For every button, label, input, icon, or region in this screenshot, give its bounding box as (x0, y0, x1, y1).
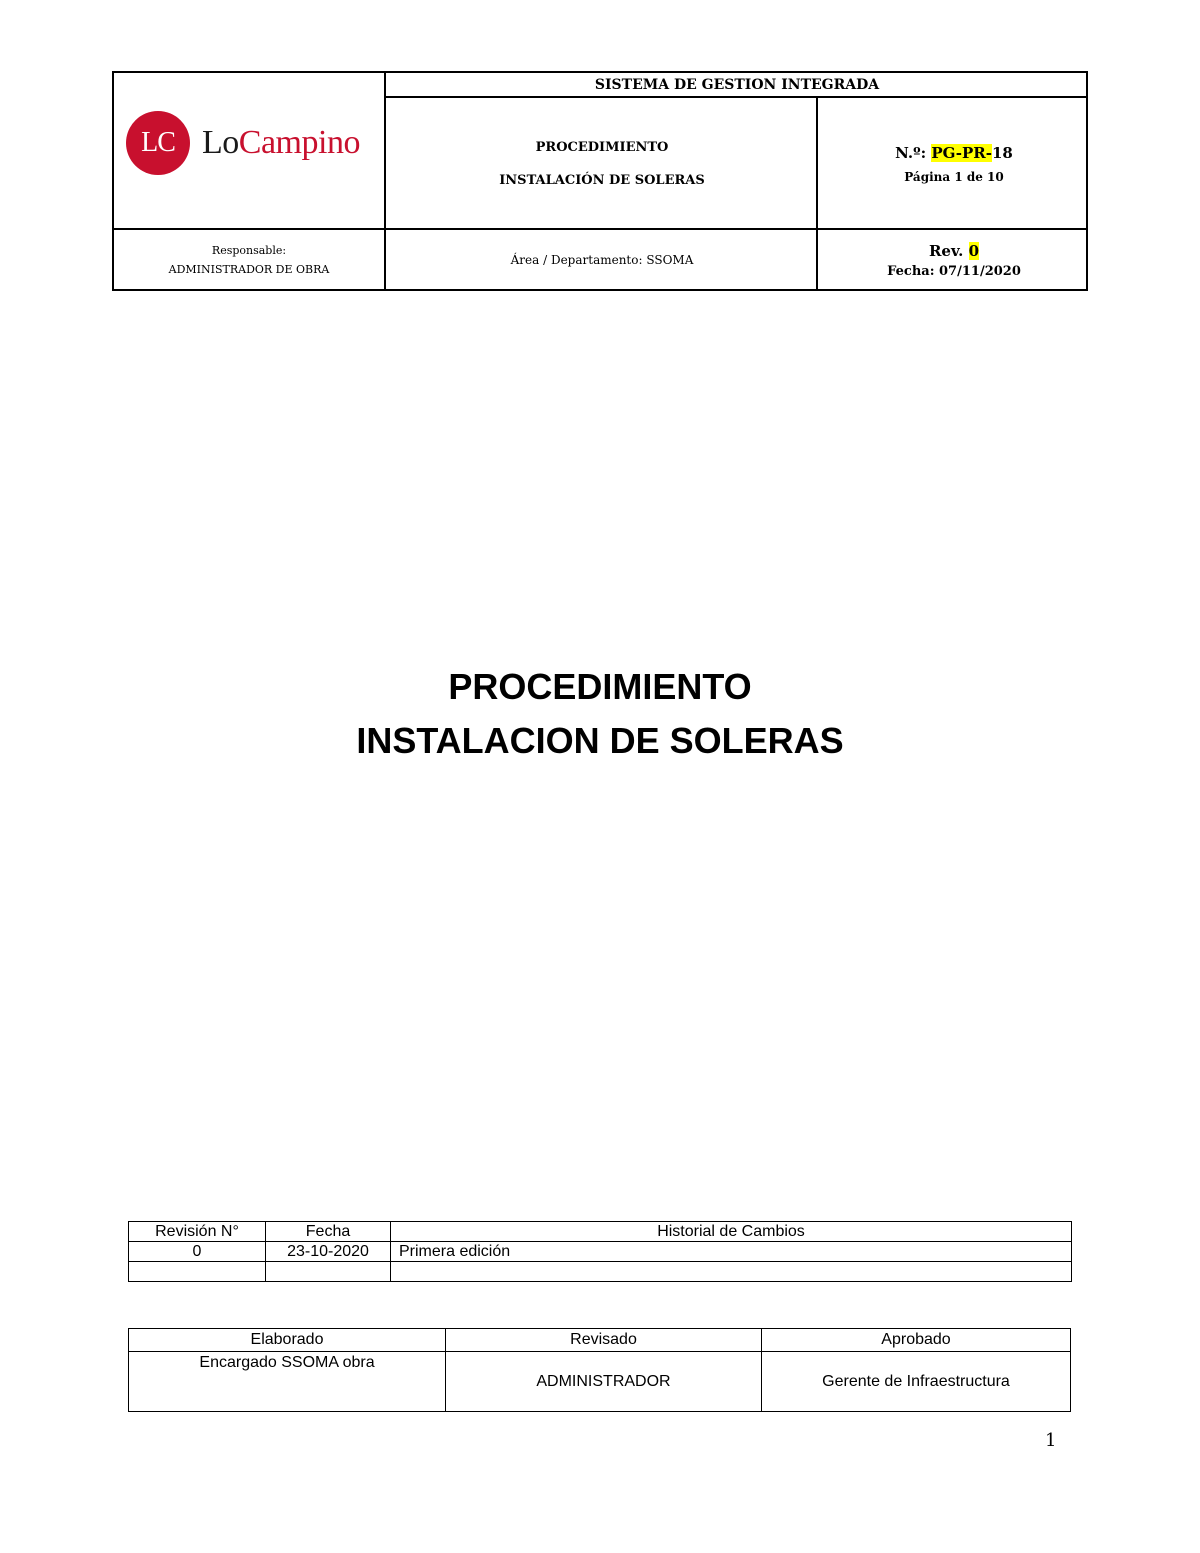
column-header: Revisado (446, 1329, 762, 1352)
title-line-1: PROCEDIMIENTO (448, 666, 752, 707)
responsible-value: ADMINISTRADOR DE OBRA (168, 263, 330, 276)
revision-history-table (128, 1221, 1072, 1282)
logo-wordmark: LoCampino (202, 124, 360, 161)
system-title: SISTEMA DE GESTION INTEGRADA (594, 77, 880, 93)
revisado-value: ADMINISTRADOR (446, 1352, 762, 1412)
document-header-table (112, 71, 1088, 291)
title-line-2: INSTALACION DE SOLERAS (356, 720, 844, 761)
revision-number: Rev. 0 (928, 241, 980, 260)
responsible-label: Responsable: (211, 244, 287, 257)
column-header: Fecha (266, 1222, 391, 1242)
procedure-block (386, 99, 818, 229)
table-cell: 23-10-2020 (266, 1242, 391, 1262)
approval-table (128, 1328, 1071, 1412)
document-number: N.º: PG-PR-18 (895, 144, 1013, 162)
responsible-block (114, 231, 384, 289)
area-department: Área / Departamento: SSOMA (510, 253, 694, 267)
table-cell (266, 1262, 391, 1282)
document-title (0, 660, 1200, 768)
page-info: Página 1 de 10 (904, 170, 1004, 184)
table-header-row (129, 1222, 1072, 1242)
logo-mark: LC (126, 111, 190, 175)
table-cell (391, 1262, 1072, 1282)
column-header: Historial de Cambios (391, 1222, 1072, 1242)
table-cell (129, 1262, 266, 1282)
column-header: Elaborado (129, 1329, 446, 1352)
revision-date: Fecha: 07/11/2020 (887, 263, 1021, 279)
procedure-name: INSTALACIÓN DE SOLERAS (499, 173, 705, 188)
procedure-label: PROCEDIMIENTO (535, 140, 669, 155)
table-header-row (129, 1329, 1071, 1352)
elaborado-value: Encargado SSOMA obra (129, 1352, 446, 1412)
company-logo (126, 111, 386, 175)
table-row (129, 1242, 1072, 1262)
table-cell: 0 (129, 1242, 266, 1262)
table-cell: Primera edición (391, 1242, 1072, 1262)
page-number: 1 (1045, 1430, 1057, 1451)
column-header: Aprobado (762, 1329, 1071, 1352)
column-header: Revisión N° (129, 1222, 266, 1242)
aprobado-value: Gerente de Infraestructura (762, 1352, 1071, 1412)
revision-block (820, 231, 1088, 289)
table-row (129, 1262, 1072, 1282)
table-row (129, 1352, 1071, 1412)
document-number-block (820, 99, 1088, 229)
